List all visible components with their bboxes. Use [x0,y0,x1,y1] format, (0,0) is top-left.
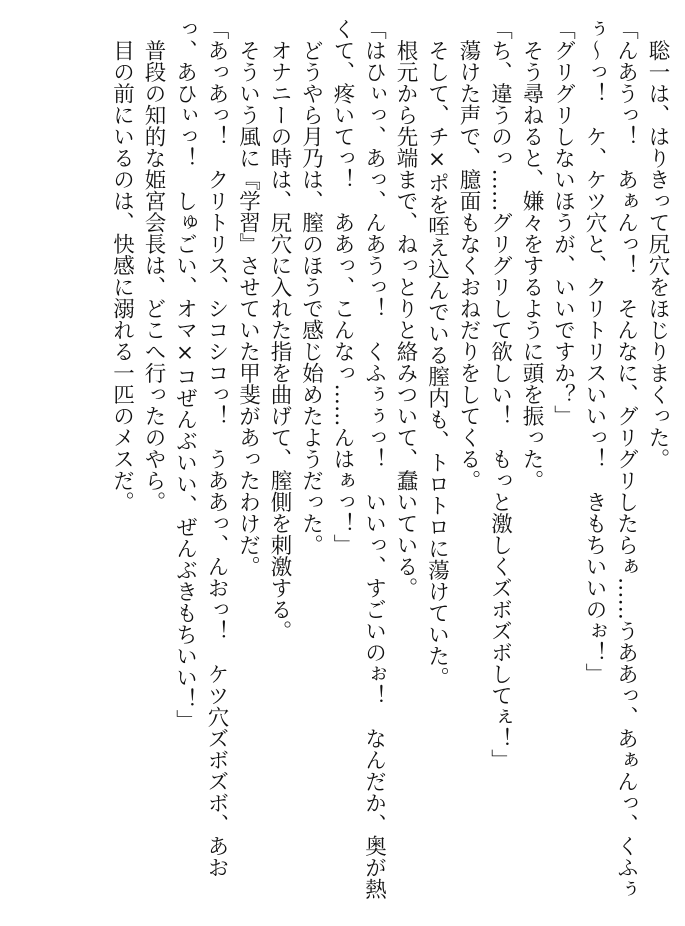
dialogue-line: 「んあうっ！ あぁんっ！ そんなに、グリグリしたらぁ……うああっ、あぁんっ、くふぅぅ〜っ！ ケ、ケツ穴と、クリトリスいいっ！ きもちいいのぉ！」 [582,18,639,900]
narration-line: 聡一は、はりきって尻穴をほじりまくった。 [645,18,670,470]
narration-line: 蕩けた声で、臆面もなくおねだりをしてくる。 [456,18,481,491]
narration-line: オナニーの時は、尻穴に入れた指を曲げて、膣側を刺激する。 [267,18,292,642]
dialogue-line: 「あっあっ！ クリトリス、シコシコっ！ うああっ、んおっ！ ケツ穴ズボズボ、あおっ、あひぃっ！ しゅごい、オマ×コぜんぶいい、ぜんぶきもちいい！」 [172,18,229,878]
narration-line: そう尋ねると、嫌々をするように頭を振った。 [519,18,544,491]
narration-line: 根元から先端まで、ねっとりと絡みついて、蠢いている。 [393,18,418,599]
novel-page [18,18,673,908]
narration-line: どうやら月乃は、膣のほうで感じ始めたようだった。 [298,18,324,556]
narration-line: 普段の知的な姫宮会長は、どこへ行ったのやら。 [141,18,166,513]
dialogue-line: 「グリグリしないほうが、いいですか？」 [550,18,576,427]
narration-line: 目の前にいるのは、快感に溺れる一匹のメスだ。 [109,18,135,513]
narration-line: そういう風に『学習』させていた甲斐があったわけだ。 [235,18,261,577]
dialogue-line: 「はひぃっ、あっ、んあうっ！ くふぅぅっ！ いいっ、すごいのぉ！ なんだか、奥が熱くて、疼いてっ！ ああっ、こんなっ……んはぁっ！」 [330,18,387,900]
dialogue-line: 「ち、違うのっ……グリグリして欲しい！ もっと激しくズボズボしてぇ！」 [487,18,513,771]
narration-line: そして、チ×ポを咥え込んでいる膣内も、トロトロに蕩けていた。 [424,18,450,688]
